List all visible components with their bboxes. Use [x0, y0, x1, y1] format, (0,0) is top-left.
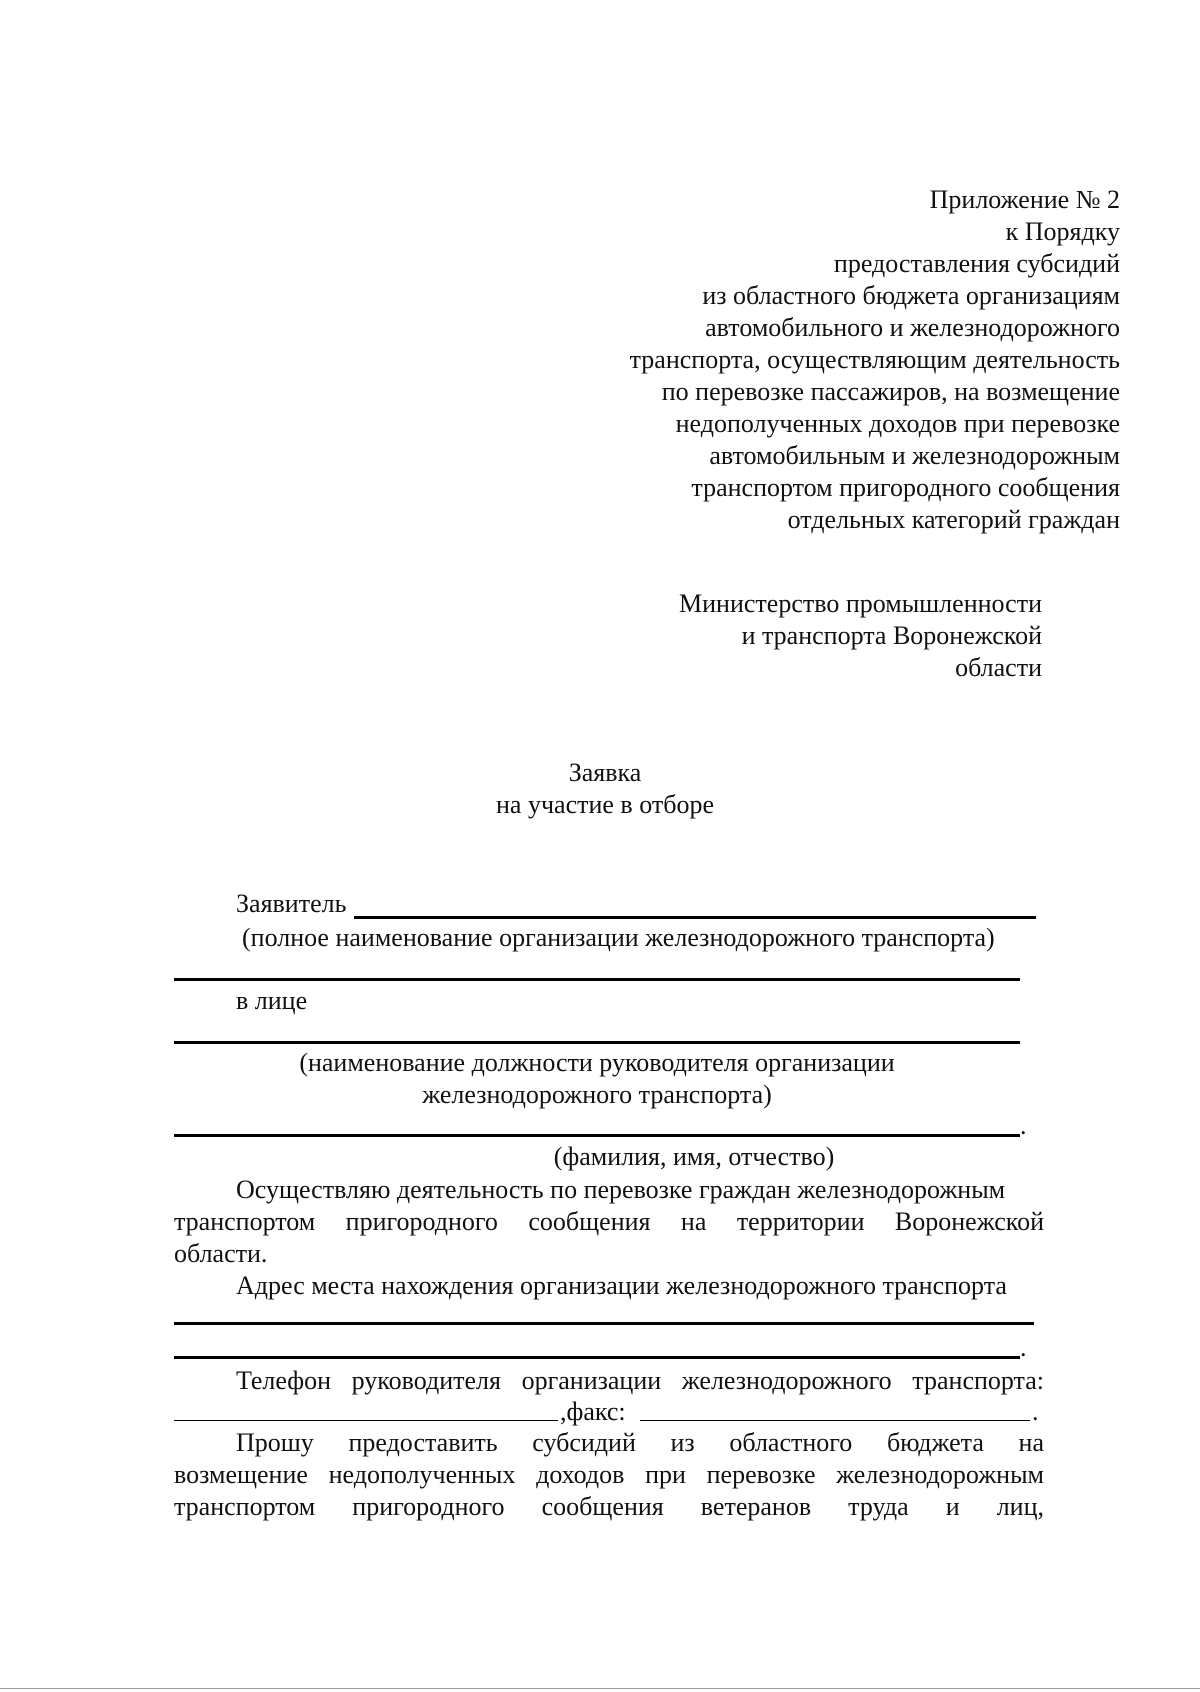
- full-name-end-dot: .: [1020, 1111, 1027, 1140]
- full-name-hint: (фамилия, имя, отчество): [553, 1142, 835, 1171]
- applicant-field-line-2[interactable]: [174, 978, 1020, 981]
- applicant-hint: (полное наименование организации железнодорожного транспорта): [242, 923, 995, 952]
- appendix-line: недополученных доходов при перевозке: [675, 409, 1120, 438]
- full-name-field-line[interactable]: [174, 1134, 1020, 1137]
- addressee-line: Министерство промышленности: [679, 589, 1042, 618]
- appendix-line: к Порядку: [1005, 217, 1120, 246]
- address-field-line-2[interactable]: [174, 1356, 1020, 1359]
- appendix-line: отдельных категорий граждан: [787, 505, 1120, 534]
- address-label: Адрес места нахождения организации железнодорожного транспорта: [236, 1271, 1007, 1300]
- represented-label: в лице: [236, 986, 308, 1015]
- document-title: Заявка: [568, 758, 642, 787]
- address-end-dot: .: [1020, 1333, 1027, 1362]
- request-line-3: транспортом пригородного сообщения ветеранов труда и лиц,: [174, 1492, 1044, 1521]
- addressee-line: области: [955, 653, 1042, 682]
- activity-line-2: транспортом пригородного сообщения на территории Воронежской: [174, 1207, 1044, 1236]
- addressee-line: и транспорта Воронежской: [741, 621, 1042, 650]
- fax-label: ,факс:: [560, 1397, 626, 1426]
- applicant-field-line[interactable]: [354, 916, 1036, 919]
- fax-end-dot: .: [1032, 1397, 1039, 1426]
- document-subtitle: на участие в отборе: [496, 790, 714, 819]
- position-hint-1: (наименование должности руководителя организации: [299, 1048, 895, 1077]
- activity-line-3: области.: [174, 1239, 268, 1268]
- address-field-line-1[interactable]: [174, 1322, 1034, 1325]
- activity-line-1: Осуществляю деятельность по перевозке граждан железнодорожным: [236, 1175, 1006, 1204]
- applicant-label: Заявитель: [236, 889, 347, 918]
- request-line-1: Прошу предоставить субсидий из областного бюджета на: [236, 1428, 1044, 1457]
- phone-field-line[interactable]: [174, 1420, 558, 1421]
- appendix-line: автомобильного и железнодорожного: [705, 313, 1120, 342]
- position-field-line[interactable]: [174, 1041, 1020, 1044]
- appendix-line: из областного бюджета организациям: [702, 281, 1120, 310]
- appendix-line: транспортом пригородного сообщения: [691, 473, 1120, 502]
- position-hint-2: железнодорожного транспорта): [422, 1080, 772, 1109]
- request-line-2: возмещение недополученных доходов при перевозке железнодорожным: [174, 1460, 1044, 1489]
- fax-field-line[interactable]: [640, 1420, 1030, 1421]
- appendix-line: транспорта, осуществляющим деятельность: [629, 345, 1120, 374]
- appendix-line: автомобильным и железнодорожным: [709, 441, 1120, 470]
- appendix-line: предоставления субсидий: [833, 249, 1120, 278]
- appendix-line: Приложение № 2: [929, 185, 1120, 214]
- phone-label: Телефон руководителя организации железнодорожного транспорта:: [236, 1366, 1044, 1395]
- page-bottom-edge: [0, 1688, 1200, 1689]
- appendix-line: по перевозке пассажиров, на возмещение: [661, 377, 1120, 406]
